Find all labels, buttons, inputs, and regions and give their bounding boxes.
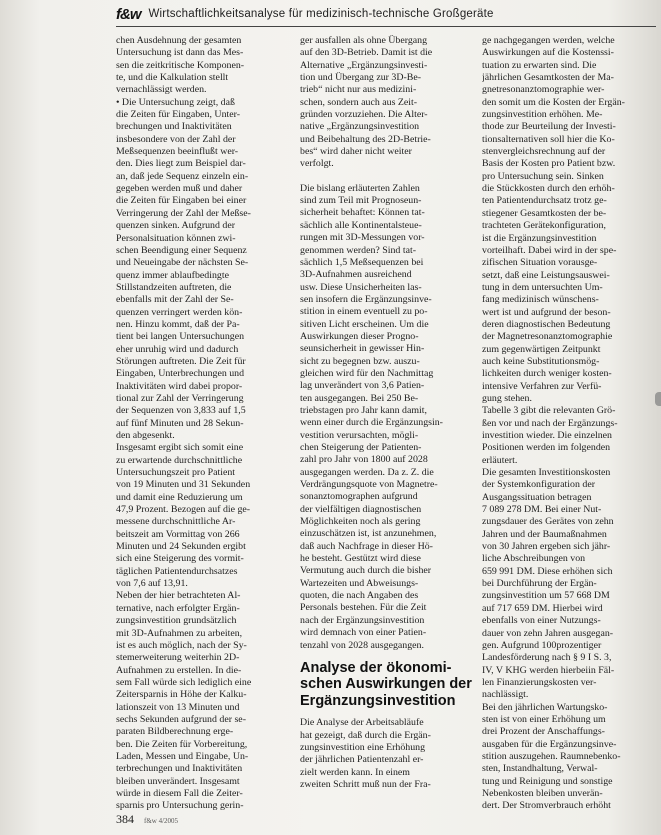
text-line: trieb“ nicht nur aus medizini- bbox=[300, 84, 417, 96]
page-number: 384 bbox=[116, 812, 134, 826]
text-line: Möglichkeiten noch als gering bbox=[300, 516, 421, 528]
heading-line: Analyse der ökonomi- bbox=[300, 659, 452, 676]
text-line: den abgesenkt. bbox=[116, 430, 175, 441]
text-line: insbesondere von der Zahl der bbox=[116, 133, 236, 145]
text-line: Auswirkungen dieser Progno- bbox=[300, 330, 419, 342]
text-line: tient bei langen Untersuchungen bbox=[116, 331, 245, 343]
text-line: Alternative „Ergänzungsinvesti- bbox=[300, 59, 428, 71]
text-line: sonanztomographen aufgrund bbox=[300, 491, 418, 503]
text-column-1 bbox=[116, 35, 296, 812]
text-line: Meßsequenzen beeinflußt wer- bbox=[116, 146, 239, 158]
text-line: trachteten Gerätekonfiguration, bbox=[482, 220, 606, 232]
text-line: zu erwartende durchschnittliche bbox=[116, 454, 243, 466]
text-line: dauer von zehn Jahren ausgegan- bbox=[482, 627, 614, 639]
text-line: Laden, Messen und Eingabe, Un- bbox=[116, 750, 249, 762]
text-line: erläutert. bbox=[482, 454, 518, 466]
text-line: zielt werden kann. In einem bbox=[300, 766, 410, 778]
text-line: Personals bestehen. Für die Zeit bbox=[300, 602, 427, 614]
text-line: sächlich alle Kontinentalsteue- bbox=[300, 219, 422, 231]
text-line: zifischen Situation vorausge- bbox=[482, 257, 598, 269]
text-line: gleichen wird für den Nachmittag bbox=[300, 367, 434, 379]
text-line: gründen vorzuziehen. Die Alter- bbox=[300, 109, 428, 121]
text-line: ausgegangen werden. Da z. Z. die bbox=[300, 466, 434, 478]
text-line: wenn einer durch die Ergänzungsin- bbox=[300, 417, 443, 429]
text-line: sem Fall würde sich lediglich eine bbox=[116, 676, 252, 688]
text-line: Ausgangssituation betragen bbox=[482, 491, 592, 503]
text-line: den. Dies liegt zum Beispiel dar- bbox=[116, 158, 246, 170]
text-line: Störungen auftreten. Die Zeit für bbox=[116, 355, 246, 367]
text-line: auf 717 659 DM. Hierbei wird bbox=[482, 602, 603, 614]
text-column-2 bbox=[300, 35, 480, 795]
heading-line: schen Auswirkungen der bbox=[300, 676, 472, 693]
text-line: der Sequenzen von 3,833 auf 1,5 bbox=[116, 405, 246, 417]
text-line: • Die Untersuchung zeigt, daß bbox=[116, 96, 235, 108]
text-line: zungsdauer des Gerätes von zehn bbox=[482, 516, 614, 528]
text-line: len Finanzierungskosten ver- bbox=[482, 676, 597, 688]
text-line: usw. Diese Unsicherheiten las- bbox=[300, 281, 422, 293]
text-line: der jährlichen Patientenzahl er- bbox=[300, 754, 424, 766]
text-line: pro Untersuchung sein. Sinken bbox=[482, 170, 604, 182]
text-line: Verdrängungsquote von Magnetre- bbox=[300, 479, 438, 491]
text-line: tuation zu erwarten sind. Die bbox=[482, 59, 597, 71]
text-line: sind zum Teil mit Prognoseun- bbox=[300, 195, 422, 207]
text-line: vestition verursachten, mögli- bbox=[300, 429, 419, 441]
page-footer bbox=[116, 812, 178, 827]
text-line: tung in dem untersuchten Um- bbox=[482, 281, 603, 293]
text-line: rungen mit 3D-Messungen vor- bbox=[300, 232, 425, 244]
text-line: die Zeiten für Eingaben, Unter- bbox=[116, 109, 241, 121]
text-line: bleiben unverändert. Insgesamt bbox=[116, 775, 240, 787]
text-line: und Neueingabe der nächsten Se- bbox=[116, 257, 249, 269]
column-2-paragraph-1 bbox=[300, 35, 480, 171]
text-line: sten ist von einer Erhöhung um bbox=[482, 713, 606, 725]
text-line: ebenfalls von einer Nutzungs- bbox=[482, 615, 601, 627]
text-line: intensive Verfahren zur Verfü- bbox=[482, 380, 602, 392]
text-line: investition wieder. Die einzelnen bbox=[482, 430, 612, 441]
section-heading bbox=[300, 660, 480, 710]
text-line: Tabelle 3 gibt die relevanten Grö- bbox=[482, 405, 616, 417]
text-line: mit 3D-Aufnahmen zu arbeiten, bbox=[116, 627, 243, 639]
text-line: 3D-Aufnahmen ausreichend bbox=[300, 269, 412, 281]
text-line: wird demnach von einer Patien- bbox=[300, 627, 427, 639]
text-line: an, daß jede Sequenz einzeln ein- bbox=[116, 170, 249, 182]
text-line: stiegener Gesamtkosten der be- bbox=[482, 207, 607, 219]
text-line: gen. Aufgrund 100prozentiger bbox=[482, 639, 602, 651]
text-line: Untersuchungszeit pro Patient bbox=[116, 467, 236, 479]
text-line: tionsalternativen soll hier die Ko- bbox=[482, 133, 615, 145]
text-line: IV, V KHG werden hierbeiin Fäl- bbox=[482, 664, 615, 676]
text-line: Bei den jährlichen Wartungsko- bbox=[482, 701, 608, 713]
text-line: verfolgt. bbox=[300, 158, 334, 170]
text-line: tenzahl von 2028 ausgegangen. bbox=[300, 639, 424, 651]
text-line: den somit um die Kosten der Ergän- bbox=[482, 96, 625, 108]
text-line: Landesförderung nach § 9 I S. 3, bbox=[482, 652, 612, 664]
text-line: eher unruhig wird und dadurch bbox=[116, 343, 239, 355]
text-line: vorteilhaft. Dabei wird in der spe- bbox=[482, 244, 617, 256]
text-line: ten ausgegangen. Bei 250 Be- bbox=[300, 392, 419, 404]
column-2-paragraph-2 bbox=[300, 183, 480, 652]
text-column-3 bbox=[482, 35, 661, 812]
text-line: der Systemkonfiguration der bbox=[482, 479, 595, 491]
text-line: zahl pro Jahr von 1800 auf 2028 bbox=[300, 454, 428, 466]
text-line: lationszeit von 13 Minuten und bbox=[116, 701, 240, 713]
text-line: Minuten und 24 Sekunden ergibt bbox=[116, 541, 246, 553]
text-line: stition in einem eventuell zu po- bbox=[300, 306, 428, 318]
text-line: daß auch Nachfrage in dieser Hö- bbox=[300, 540, 433, 552]
text-line: ger ausfallen als ohne Übergang bbox=[300, 35, 428, 46]
text-line: sparnis pro Untersuchung gerin- bbox=[116, 800, 244, 812]
text-line: sicht zu begegnen bzw. auszu- bbox=[300, 355, 420, 367]
text-line: von 19 Minuten und 31 Sekunden bbox=[116, 479, 251, 491]
text-line: Basis der Kosten pro Patient bzw. bbox=[482, 158, 616, 170]
text-line: Nebenkosten bleiben unverän- bbox=[482, 787, 603, 799]
text-line: Auswirkungen auf die Kostenssi- bbox=[482, 47, 614, 59]
text-line: sen die zeitkritische Komponen- bbox=[116, 59, 245, 71]
text-line: quenz immer ablaufbedingte bbox=[116, 269, 229, 281]
text-line: terbrechungen und Inaktivitäten bbox=[116, 763, 243, 775]
text-line: die Stückkosten durch den erhöh- bbox=[482, 183, 615, 195]
text-line: ist die Ergänzungsinvestition bbox=[482, 232, 597, 244]
text-line: der vielfältigen diagnostischen bbox=[300, 503, 422, 515]
text-line: nen. Hinzu kommt, daß der Pa- bbox=[116, 318, 240, 330]
text-line: deren diagnostischen Bedeutung bbox=[482, 318, 611, 330]
text-line: wert ist und aufgrund der beson- bbox=[482, 306, 611, 318]
text-line: ge nachgegangen werden, welche bbox=[482, 35, 615, 46]
text-line: jährlichen Gesamtkosten der Ma- bbox=[482, 72, 614, 84]
text-line: ßen vor und nach der Ergänzungs- bbox=[482, 417, 618, 429]
text-line: schen Beendigung einer Sequenz bbox=[116, 244, 247, 256]
text-line: ebenfalls mit der Zahl der Se- bbox=[116, 294, 234, 306]
text-line: drei Prozent der Anschaffungs- bbox=[482, 726, 605, 738]
text-line: täglichen Patientendurchsatzes bbox=[116, 565, 238, 577]
text-line: gegeben werden muß und daher bbox=[116, 183, 243, 195]
text-line: vernachlässigt werden. bbox=[116, 84, 207, 96]
header-rule bbox=[116, 26, 656, 27]
text-line: Untersuchung ist dann das Mes- bbox=[116, 47, 244, 59]
text-line: von 7,6 auf 13,91. bbox=[116, 578, 188, 590]
text-line: quenzen verringert werden kön- bbox=[116, 306, 243, 318]
text-line: Insgesamt ergibt sich somit eine bbox=[116, 442, 244, 454]
text-line: von 30 Jahren ergeben sich jähr- bbox=[482, 541, 611, 553]
text-line: gung stehen. bbox=[482, 392, 532, 404]
text-line: lag unverändert von 3,6 Patien- bbox=[300, 380, 425, 392]
text-line: quoten, die nach Angaben des bbox=[300, 590, 419, 602]
text-line: ternative, nach erfolgter Ergän- bbox=[116, 602, 240, 614]
text-line: bes“ wird daher nicht weiter bbox=[300, 146, 412, 158]
text-line: stenvergleichsrechnung auf der bbox=[482, 146, 606, 158]
text-line: he besteht. Gestützt wird diese bbox=[300, 553, 421, 565]
text-line: Wartezeiten und Abweisungs- bbox=[300, 577, 419, 589]
text-line: tion und Übergang zur 3D-Be- bbox=[300, 72, 422, 84]
text-line: 659 991 DM. Diese erhöhen sich bbox=[482, 565, 613, 577]
text-line: thode zur Beurteilung der Investi- bbox=[482, 121, 616, 133]
text-line: Neben der hier betrachteten Al- bbox=[116, 590, 241, 602]
text-line: chen Ausdehnung der gesamten bbox=[116, 35, 242, 46]
text-line: Vermutung auch durch die bisher bbox=[300, 565, 432, 577]
text-line: Verringerung der Zahl der Meßse- bbox=[116, 207, 251, 219]
text-line: brechungen und Inaktivitäten bbox=[116, 121, 232, 133]
text-line: Stillstandzeiten auftreten, die bbox=[116, 281, 232, 293]
text-line: genommen werden? Sind tat- bbox=[300, 244, 416, 256]
text-line: ten Patientendurchsatz trotz ge- bbox=[482, 195, 607, 207]
text-line: zungsinvestition um 57 668 DM bbox=[482, 590, 610, 602]
text-line: Eingaben, Unterbrechungen und bbox=[116, 368, 245, 380]
paragraph-gap bbox=[300, 171, 480, 183]
text-line: zungsinvestition grundsätzlich bbox=[116, 615, 237, 627]
text-line: zum gegenwärtigen Zeitpunkt bbox=[482, 343, 601, 355]
text-line: 7 089 278 DM. Bei einer Nut- bbox=[482, 504, 602, 516]
text-line: messene durchschnittliche Ar- bbox=[116, 516, 236, 528]
text-line: auch keine Substitutionsmög- bbox=[482, 355, 600, 367]
text-line: die Zeiten für Eingaben bei einer bbox=[116, 195, 247, 207]
text-line: sen insofern die Ergänzungsinve- bbox=[300, 293, 432, 305]
text-line: fang medizinisch wünschens- bbox=[482, 294, 599, 306]
text-line: sitiven Licht erscheinen. Um die bbox=[300, 318, 429, 330]
text-line: und damit eine Reduzierung um bbox=[116, 491, 243, 503]
text-line: paraten Bildberechnung erge- bbox=[116, 726, 234, 738]
text-line: Die gesamten Investitionskosten bbox=[482, 467, 611, 479]
text-line: liche Abschreibungen von bbox=[482, 553, 586, 565]
text-line: native „Ergänzungsinvestition bbox=[300, 121, 420, 133]
text-line: sten, Instandhaltung, Verwal- bbox=[482, 763, 598, 775]
text-line: sechs Sekunden aufgrund der se- bbox=[116, 713, 246, 725]
text-line: lichkeiten durch weniger kosten- bbox=[482, 368, 612, 380]
text-line: chen Steigerung der Patienten- bbox=[300, 442, 422, 453]
text-line: Jahren und der Baumaßnahmen bbox=[482, 528, 607, 540]
text-line: der Magnetresonanztomographie bbox=[482, 331, 613, 343]
text-line: beitszeit am Vormittag von 266 bbox=[116, 528, 240, 540]
text-line: setzt, daß eine Leistungsauswei- bbox=[482, 269, 610, 281]
text-line: einzuschätzen ist, ist anzunehmen, bbox=[300, 528, 437, 540]
running-header-title: Wirtschaftlichkeitsanalyse für medizinisch-technische Großgeräte bbox=[148, 8, 494, 20]
text-line: tung und Reinigung und sonstige bbox=[482, 775, 613, 787]
text-line: schen, sondern auch aus Zeit- bbox=[300, 96, 418, 108]
text-line: gnetresonanztomographie wer- bbox=[482, 84, 605, 96]
binder-hole bbox=[655, 392, 661, 406]
text-line: auf den 3D-Betrieb. Damit ist die bbox=[300, 47, 433, 59]
journal-logo: f&w bbox=[116, 5, 141, 23]
text-line: quenzen sinken. Aufgrund der bbox=[116, 220, 236, 232]
text-line: zweiten Schritt muß nun der Fra- bbox=[300, 779, 431, 791]
text-line: auf fünf Minuten und 28 Sekun- bbox=[116, 417, 244, 429]
text-line: zungsinvestition eine Erhöhung bbox=[300, 742, 426, 754]
running-header bbox=[116, 2, 656, 26]
text-line: seunsicherheit in gewisser Hin- bbox=[300, 343, 425, 355]
text-line: Die Analyse der Arbeitsabläufe bbox=[300, 717, 424, 729]
text-line: Inaktivitäten wird dabei propor- bbox=[116, 380, 243, 392]
text-line: sicherheit behaftet: Können tat- bbox=[300, 207, 425, 219]
text-line: stemerweiterung weiterhin 2D- bbox=[116, 652, 240, 664]
text-line: Die bislang erläuterten Zahlen bbox=[300, 182, 420, 194]
text-line: Aufnahmen zu erstellen. In die- bbox=[116, 664, 242, 676]
heading-line: Ergänzungsinvestition bbox=[300, 692, 456, 709]
column-2-paragraph-3 bbox=[300, 717, 480, 791]
text-line: Zeitersparnis in Höhe der Kalku- bbox=[116, 689, 247, 701]
text-line: te, und die Kalkulation stellt bbox=[116, 72, 229, 84]
text-line: ausgaben für die Ergänzungsinve- bbox=[482, 738, 617, 750]
text-line: 47,9 Prozent. Bezogen auf die ge- bbox=[116, 504, 251, 516]
text-line: zungsinvestition erhöhen. Me- bbox=[482, 109, 603, 121]
text-line: stition auszugehen. Raumnebenko- bbox=[482, 750, 621, 762]
footer-journal-mark: f&w 4/2005 bbox=[144, 817, 179, 825]
text-line: Positionen werden im folgenden bbox=[482, 442, 611, 454]
text-line: ben. Die Zeiten für Vorbereitung, bbox=[116, 738, 248, 750]
text-line: nach der Ergänzungsinvestition bbox=[300, 614, 425, 626]
text-line: ist es auch möglich, nach der Sy- bbox=[116, 639, 247, 651]
text-line: würde in diesem Fall die Zeiter- bbox=[116, 787, 243, 799]
text-line: sich eine Steigerung des vormit- bbox=[116, 553, 244, 565]
text-line: und Beibehaltung des 2D-Betrie- bbox=[300, 133, 431, 145]
text-line: sächlich 1,5 Meßsequenzen bei bbox=[300, 256, 424, 268]
text-line: hat gezeigt, daß durch die Ergän- bbox=[300, 729, 431, 741]
text-line: triebstagen pro Jahr kann damit, bbox=[300, 404, 427, 416]
text-line: Personalsituation können zwi- bbox=[116, 232, 236, 244]
text-line: dert. Der Stromverbrauch erhöht bbox=[482, 800, 611, 812]
text-line: tional zur Zahl der Verringerung bbox=[116, 392, 244, 404]
text-line: nachlässigt. bbox=[482, 689, 529, 701]
text-line: bei Durchführung der Ergän- bbox=[482, 578, 597, 590]
